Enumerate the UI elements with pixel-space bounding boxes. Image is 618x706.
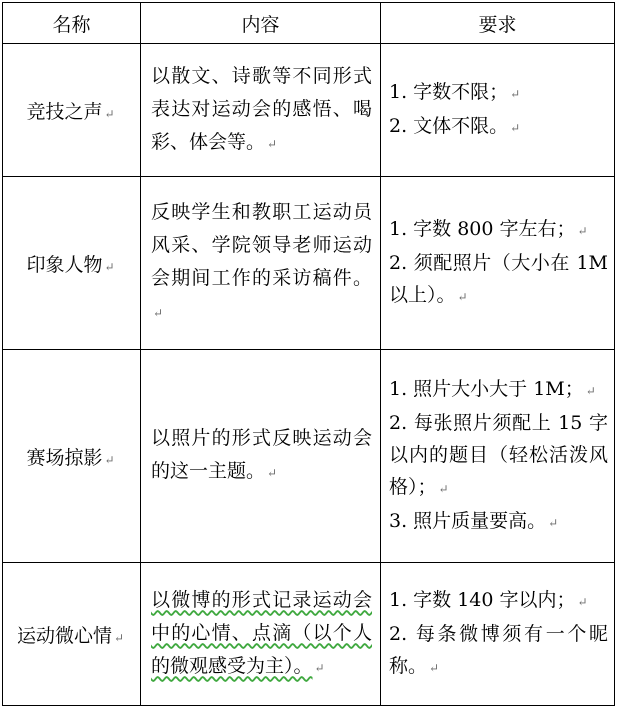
paragraph-mark-icon: ↵ <box>577 224 588 238</box>
paragraph-mark-icon: ↵ <box>577 595 588 609</box>
row-name-cell <box>3 563 141 706</box>
table-row <box>3 177 615 350</box>
row-content-cell <box>141 350 381 563</box>
row-requirements-cell <box>381 563 615 706</box>
paragraph-mark-icon: ↵ <box>314 660 325 675</box>
header-requirements: 要求 <box>381 3 615 44</box>
paragraph-mark-icon: ↵ <box>267 466 278 480</box>
requirement-item: 2. 每张照片须配上 15 字以内的题目（轻松活泼风格）； ↵ <box>389 412 608 498</box>
requirement-item: 2. 文体不限。 ↵ <box>389 115 521 137</box>
row-name-cell <box>3 44 141 177</box>
requirement-item: 1. 照片大小大于 1M； ↵ <box>389 378 596 400</box>
paragraph-mark-icon: ↵ <box>429 661 440 675</box>
document-page <box>2 2 615 706</box>
paragraph-mark-icon: ↵ <box>548 516 559 530</box>
row-content: 以照片的形式反映运动会的这一主题。 <box>151 427 372 482</box>
row-name: 赛场掠影 <box>26 446 103 469</box>
paragraph-mark-icon: ↵ <box>585 384 596 398</box>
header-content: 内容 <box>141 3 381 44</box>
row-content-cell <box>141 44 381 177</box>
row-name: 运动微心情 <box>16 624 112 647</box>
requirement-item: 1. 字数 800 字左右； ↵ <box>389 218 588 240</box>
row-content: 反映学生和教职工运动员风采、学院领导老师运动会期间工作的采访稿件。 <box>151 201 372 289</box>
table-header-row <box>3 3 615 44</box>
paragraph-mark-icon: ↵ <box>438 482 449 496</box>
table-row <box>3 44 615 177</box>
row-requirements-cell <box>381 177 615 350</box>
row-name-cell <box>3 177 141 350</box>
paragraph-mark-icon: ↵ <box>510 121 521 135</box>
paragraph-mark-icon: ↵ <box>104 106 115 121</box>
row-content-cell <box>141 563 381 706</box>
row-requirements-cell <box>381 350 615 563</box>
paragraph-mark-icon: ↵ <box>153 306 164 320</box>
paragraph-mark-icon: ↵ <box>510 87 521 101</box>
row-name-cell <box>3 350 141 563</box>
requirement-item: 3. 照片质量要高。 ↵ <box>389 510 559 532</box>
table-row <box>3 350 615 563</box>
paragraph-mark-icon: ↵ <box>104 259 115 274</box>
row-content: 以散文、诗歌等不同形式表达对运动会的感悟、喝彩、体会等。 <box>151 64 372 153</box>
row-content: 以微博的形式记录运动会中的心情、点滴（以个人的微观感受为主）。 <box>151 588 372 677</box>
row-name: 竞技之声 <box>26 100 103 123</box>
header-name: 名称 <box>3 3 141 44</box>
paragraph-mark-icon: ↵ <box>457 290 468 304</box>
requirements-table <box>2 2 615 706</box>
requirement-item: 1. 字数不限； ↵ <box>389 81 521 103</box>
row-content-cell <box>141 177 381 350</box>
row-name: 印象人物 <box>26 253 103 276</box>
paragraph-mark-icon: ↵ <box>104 452 115 467</box>
table-row <box>3 563 615 706</box>
requirement-item: 2. 每条微博须有一个昵称。 ↵ <box>389 623 608 677</box>
requirement-item: 2. 须配照片（大小在 1M 以上）。 ↵ <box>389 252 608 306</box>
row-requirements-cell <box>381 44 615 177</box>
requirement-item: 1. 字数 140 字以内； ↵ <box>389 589 588 611</box>
paragraph-mark-icon: ↵ <box>113 630 125 645</box>
paragraph-mark-icon: ↵ <box>267 136 278 151</box>
